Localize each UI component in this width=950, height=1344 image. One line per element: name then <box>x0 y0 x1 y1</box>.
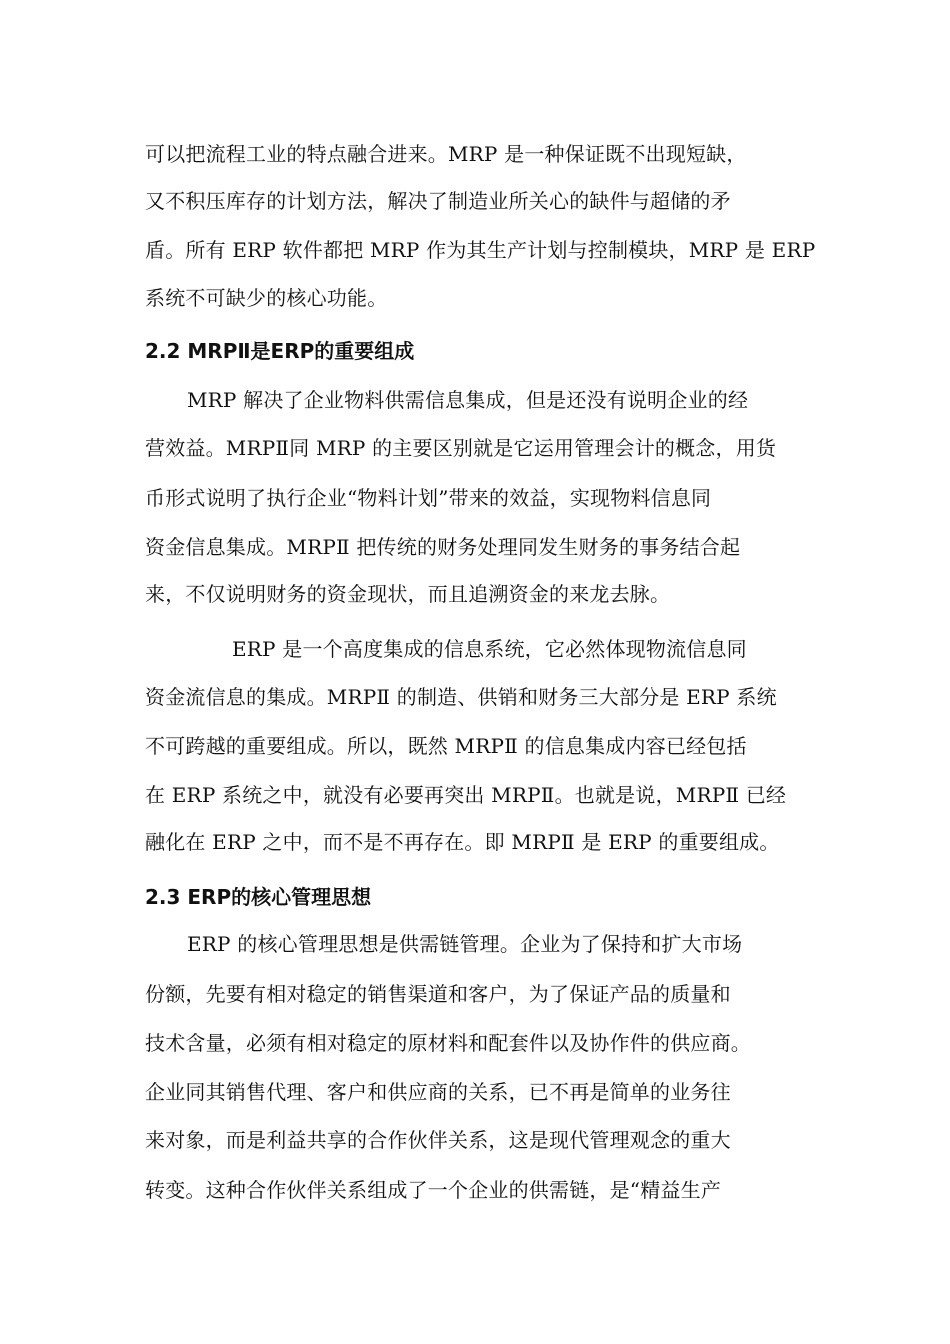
paragraph-line: 转变。这种合作伙伴关系组成了一个企业的供需链，是“精益生产 <box>145 1178 722 1202</box>
paragraph-line: 在 ERP 系统之中，就没有必要再突出 MRPⅡ。也就是说，MRPⅡ 已经 <box>145 783 787 807</box>
section-heading-2-3: 2.3 ERP的核心管理思想 <box>145 885 372 909</box>
paragraph-line: 盾。所有 ERP 软件都把 MRP 作为其生产计划与控制模块，MRP 是 ERP <box>145 238 816 262</box>
paragraph-line: 融化在 ERP 之中，而不是不再存在。即 MRPⅡ 是 ERP 的重要组成。 <box>145 830 780 854</box>
paragraph-line: 不可跨越的重要组成。所以，既然 MRPⅡ 的信息集成内容已经包括 <box>145 734 747 758</box>
paragraph-line: 营效益。MRPⅡ同 MRP 的主要区别就是它运用管理会计的概念，用货 <box>145 436 777 460</box>
paragraph-line: 系统不可缺少的核心功能。 <box>145 286 388 310</box>
paragraph-line: ERP 的核心管理思想是供需链管理。企业为了保持和扩大市场 <box>187 932 743 956</box>
section-heading-2-2: 2.2 MRPⅡ是ERP的重要组成 <box>145 339 415 363</box>
paragraph-line: 资金信息集成。MRPⅡ 把传统的财务处理同发生财务的事务结合起 <box>145 535 741 559</box>
paragraph-line: 份额，先要有相对稳定的销售渠道和客户，为了保证产品的质量和 <box>145 982 731 1006</box>
paragraph-line: 来，不仅说明财务的资金现状，而且追溯资金的来龙去脉。 <box>145 582 671 606</box>
paragraph-line: ERP 是一个高度集成的信息系统，它必然体现物流信息同 <box>232 637 747 661</box>
paragraph-line: MRP 解决了企业物料供需信息集成，但是还没有说明企业的经 <box>187 388 749 412</box>
paragraph-line: 企业同其销售代理、客户和供应商的关系，已不再是简单的业务往 <box>145 1080 731 1104</box>
paragraph-line: 又不积压库存的计划方法，解决了制造业所关心的缺件与超储的矛 <box>145 189 731 213</box>
paragraph-line: 资金流信息的集成。MRPⅡ 的制造、供销和财务三大部分是 ERP 系统 <box>145 685 777 709</box>
paragraph-line: 币形式说明了执行企业“物料计划”带来的效益，实现物料信息同 <box>145 486 712 510</box>
paragraph-line: 技术含量，必须有相对稳定的原材料和配套件以及协作件的供应商。 <box>145 1031 751 1055</box>
paragraph-line: 来对象，而是利益共享的合作伙伴关系，这是现代管理观念的重大 <box>145 1128 731 1152</box>
paragraph-line: 可以把流程工业的特点融合进来。MRP 是一种保证既不出现短缺， <box>145 142 747 166</box>
